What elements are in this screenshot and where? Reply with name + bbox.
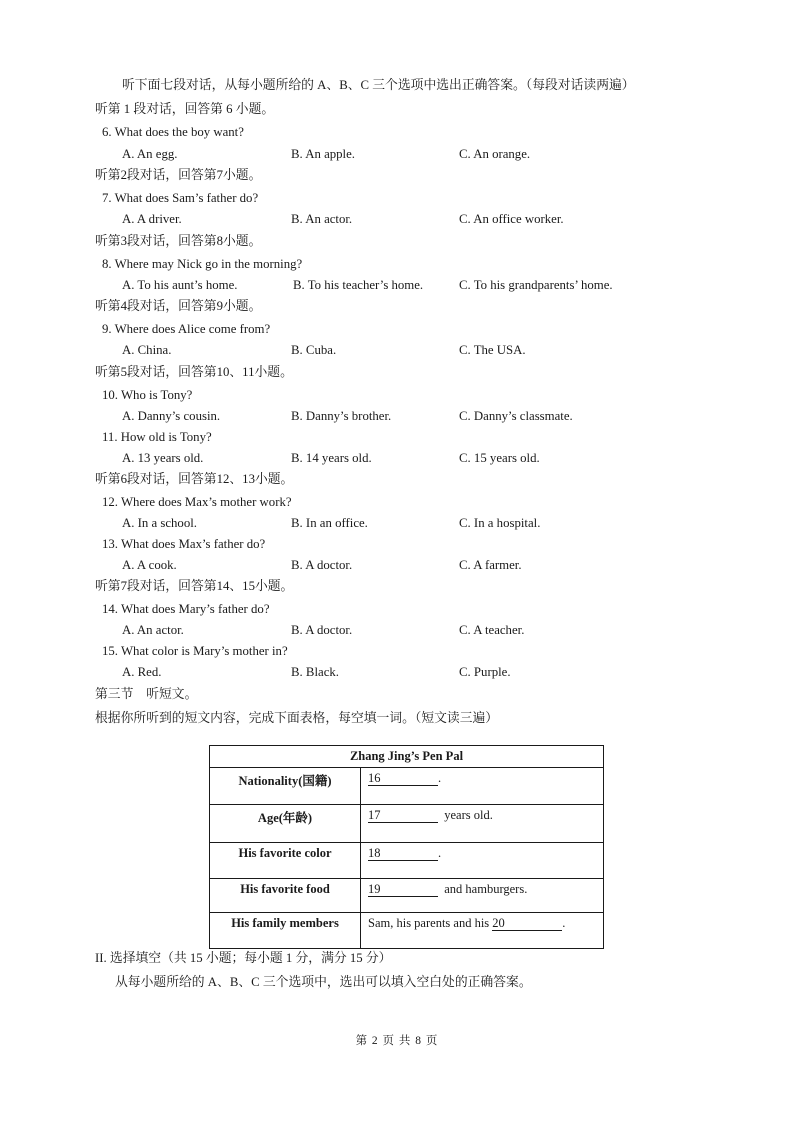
question-7: 7. What does Sam’s father do? [102, 191, 259, 205]
table-row [210, 843, 604, 879]
option-6c: C. An orange. [459, 147, 531, 161]
option-12c: C. In a hospital. [459, 516, 541, 530]
answer-blank-17[interactable]: 17 [368, 808, 438, 823]
question-14: 14. What does Mary’s father do? [102, 602, 270, 616]
option-13c: C. A farmer. [459, 558, 522, 572]
dialogue-6-intro: 听第6段对话，回答第12、13小题。 [95, 472, 294, 486]
question-8: 8. Where may Nick go in the morning? [102, 257, 303, 271]
question-13: 13. What does Max’s father do? [102, 537, 266, 551]
dialogue-5-intro: 听第5段对话，回答第10、11小题。 [95, 365, 293, 379]
row-suffix: . [562, 916, 566, 930]
listening-instruction: 听下面七段对话，从每小题所给的 A、B、C 三个选项中选出正确答案。（每段对话读两遍） [122, 78, 635, 92]
row-value [361, 879, 604, 913]
table-row [210, 879, 604, 913]
answer-blank-19[interactable]: 19 [368, 882, 438, 897]
question-10: 10. Who is Tony? [102, 388, 193, 402]
option-10b: B. Danny’s brother. [291, 409, 392, 423]
option-15b: B. Black. [291, 665, 339, 679]
answer-blank-18[interactable]: 18 [368, 846, 438, 861]
option-7c: C. An office worker. [459, 212, 564, 226]
row-value [361, 843, 604, 879]
part2-instruction: 从每小题所给的 A、B、C 三个选项中，选出可以填入空白处的正确答案。 [115, 975, 532, 989]
dialogue-3-intro: 听第3段对话，回答第8小题。 [95, 234, 262, 248]
option-14a: A. An actor. [122, 623, 184, 637]
option-10c: C. Danny’s classmate. [459, 409, 573, 423]
option-11c: C. 15 years old. [459, 451, 540, 465]
option-9a: A. China. [122, 343, 172, 357]
option-13b: B. A doctor. [291, 558, 353, 572]
row-suffix: years old. [444, 808, 493, 822]
option-12a: A. In a school. [122, 516, 197, 530]
dialogue-2-intro: 听第2段对话，回答第7小题。 [95, 168, 262, 182]
row-suffix: and hamburgers. [444, 882, 528, 896]
option-9c: C. The USA. [459, 343, 526, 357]
option-6a: A. An egg. [122, 147, 178, 161]
option-12b: B. In an office. [291, 516, 368, 530]
row-label: His favorite food [210, 879, 361, 913]
table-row [210, 768, 604, 805]
option-8a: A. To his aunt’s home. [122, 278, 238, 292]
dialogue-7-intro: 听第7段对话，回答第14、15小题。 [95, 579, 294, 593]
table-title: Zhang Jing’s Pen Pal [210, 746, 604, 768]
option-11a: A. 13 years old. [122, 451, 204, 465]
question-15: 15. What color is Mary’s mother in? [102, 644, 288, 658]
dialogue-4-intro: 听第4段对话，回答第9小题。 [95, 299, 262, 313]
row-value [361, 768, 604, 805]
page-footer: 第 2 页 共 8 页 [355, 1035, 439, 1047]
row-label: His favorite color [210, 843, 361, 879]
section3-title: 第三节 听短文。 [95, 687, 198, 701]
row-prefix: Sam, his parents and his [368, 916, 490, 930]
table-row [210, 805, 604, 843]
option-9b: B. Cuba. [291, 343, 337, 357]
option-7a: A. A driver. [122, 212, 182, 226]
option-15c: C. Purple. [459, 665, 511, 679]
part2-title: II. 选择填空（共 15 小题；每小题 1 分，满分 15 分） [95, 951, 392, 965]
question-9: 9. Where does Alice come from? [102, 322, 271, 336]
option-7b: B. An actor. [291, 212, 353, 226]
section3-instruction: 根据你所听到的短文内容，完成下面表格，每空填一词。（短文读三遍） [95, 711, 499, 725]
row-value [361, 913, 604, 949]
option-11b: B. 14 years old. [291, 451, 372, 465]
table-row [210, 913, 604, 949]
answer-blank-20[interactable]: 20 [492, 916, 562, 931]
option-8b: B. To his teacher’s home. [293, 278, 424, 292]
row-value [361, 805, 604, 843]
pen-pal-table [209, 745, 604, 949]
option-8c: C. To his grandparents’ home. [459, 278, 613, 292]
dialogue-1-intro: 听第 1 段对话，回答第 6 小题。 [95, 102, 275, 116]
option-10a: A. Danny’s cousin. [122, 409, 221, 423]
option-14b: B. A doctor. [291, 623, 353, 637]
row-label: His family members [210, 913, 361, 949]
row-label: Nationality(国籍) [210, 768, 361, 805]
option-13a: A. A cook. [122, 558, 177, 572]
option-14c: C. A teacher. [459, 623, 525, 637]
question-12: 12. Where does Max’s mother work? [102, 495, 292, 509]
row-suffix: . [438, 846, 442, 860]
option-6b: B. An apple. [291, 147, 355, 161]
answer-blank-16[interactable]: 16 [368, 771, 438, 786]
question-6: 6. What does the boy want? [102, 125, 244, 139]
option-15a: A. Red. [122, 665, 162, 679]
question-11: 11. How old is Tony? [102, 430, 212, 444]
row-suffix: . [438, 771, 442, 785]
row-label: Age(年龄) [210, 805, 361, 843]
